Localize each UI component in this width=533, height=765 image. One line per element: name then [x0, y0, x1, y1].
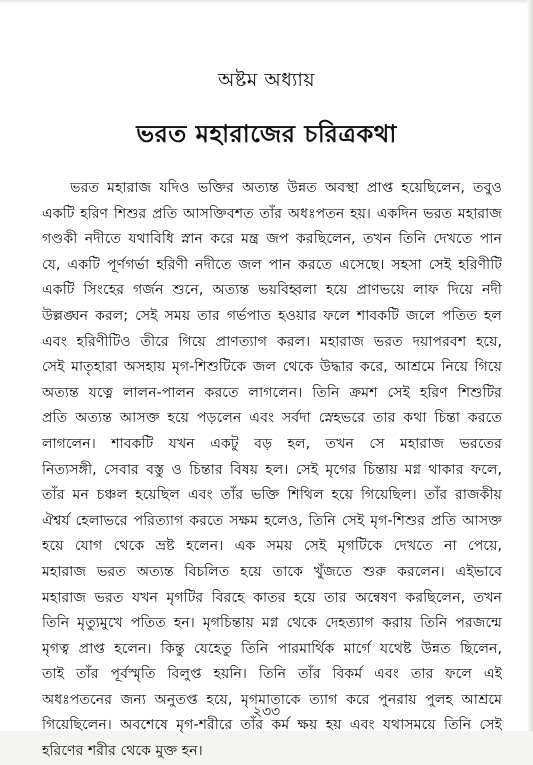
page-top-shadow	[0, 0, 533, 4]
text-line: প্রতি অত্যন্ত আসক্ত হয়ে পড়লেন এবং সর্বদা স্নেহভরে তার কথা চিন্তা করতে	[42, 410, 502, 427]
text-line: মহারাজ ভরত অত্যন্ত বিচলিত হয়ে তাকে খুঁজতে শুরু করলেন। এইভাবে	[42, 563, 502, 580]
text-line: একটি হরিণ শিশুর প্রতি আসক্তিবশত তাঁর অধঃপতন হয়। একদিন ভরত মহারাজ	[42, 205, 502, 222]
text-line: মহারাজ ভরত যখন মৃগটির বিরহে কাতর হয়ে তার অন্বেষণ করছিলেন, তখন	[42, 589, 502, 606]
chapter-heading: অষ্টম অধ্যায়	[217, 69, 316, 91]
text-line: নিত্যসঙ্গী, সেবার বস্তু ও চিন্তার বিষয় হল। সেই মৃগের চিন্তায় মগ্ন থাকার ফলে,	[42, 461, 502, 478]
text-line: অধঃপতনের জন্য অনুতপ্ত হয়ে, মৃগমাতাকে ত্যাগ করে পুনরায় পুলহ আশ্রমে	[42, 691, 502, 708]
text-line: মৃগত্ব প্রাপ্ত হলেন। কিন্তু যেহেতু তিনি পারমার্থিক মার্গে যথেষ্ট উন্নত ছিলেন,	[42, 640, 502, 657]
text-line: তিনি মৃত্যুমুখে পতিত হন। মৃগচিন্তায় মগ্ন থেকে দেহত্যাগ করায় তিনি পরজন্মে	[42, 615, 502, 632]
text-line: একটি সিংহের গর্জন শুনে, অত্যন্ত ভয়বিহ্বলা হয়ে প্রাণভয়ে লাফ দিয়ে নদী	[42, 282, 502, 299]
chapter-title: ভরত মহারাজের চরিত্রকথা	[136, 120, 397, 148]
text-line: যে, একটি পূর্ণগর্ভা হরিণী নদীতে জল পান করতে এসেছে। সহসা সেই হরিণীটি	[42, 256, 502, 273]
body-text	[42, 176, 502, 765]
text-line: ঐশ্বর্য হেলাভরে পরিত্যাগ করতে সক্ষম হলেও, তিনি সেই মৃগ-শিশুর প্রতি আসক্ত	[42, 512, 502, 529]
text-line: গণ্ডকী নদীতে যথাবিধি স্নান করে মন্ত্র জপ করছিলেন, তখন তিনি দেখতে পান	[42, 231, 502, 248]
text-line: ভরত মহারাজ যদিও ভক্তির অত্যন্ত উন্নত অবস্থা প্রাপ্ত হয়েছিলেন, তবুও	[70, 180, 502, 196]
text-line: অত্যন্ত যত্নে লালন-পালন করতে লাগলেন। তিনি ক্রমশ সেই হরিণ শিশুটির	[42, 384, 502, 401]
page-number: ২৩৩	[252, 704, 281, 720]
page-right-edge	[527, 0, 533, 731]
text-line: লাগলেন। শাবকটি যখন একটু বড় হল, তখন সে মহারাজ ভরতের	[42, 435, 502, 452]
text-line: হয়ে যোগ থেকে ভ্রষ্ট হলেন। এক সময় সেই মৃগটিকে দেখতে না পেয়ে,	[42, 538, 502, 555]
text-line: উল্লঙ্ঘন করল; সেই সময় তার গর্ভপাত হওয়ার ফলে শাবকটি জলে পতিত হল	[42, 307, 502, 324]
text-line: তাঁর মন চঞ্চল হয়েছিল এবং তাঁর ভক্তি শিথিল হয়ে গিয়েছিল। তাঁর রাজকীয়	[42, 487, 502, 504]
text-line: তাই তাঁর পূর্বস্মৃতি বিলুপ্ত হয়নি। তিনি তাঁর বিকর্ম এবং তার ফলে এই	[42, 666, 502, 683]
text-line: এবং হরিণীটিও তীরে গিয়ে প্রাণত্যাগ করল। মহারাজ ভরত দয়াপরবশ হয়ে,	[42, 333, 502, 350]
text-line: সেই মাতৃহারা অসহায় মৃগ-শিশুটিকে জল থেকে উদ্ধার করে, আশ্রমে নিয়ে গিয়ে	[42, 359, 502, 376]
text-line: হরিণের শরীর থেকে মুক্ত হন।	[42, 743, 203, 760]
text-line: গিয়েছিলেন। অবশেষে মৃগ-শরীরে তাঁর কর্ম ক্ষয় হয় এবং যথাসময়ে তিনি সেই	[42, 717, 502, 734]
